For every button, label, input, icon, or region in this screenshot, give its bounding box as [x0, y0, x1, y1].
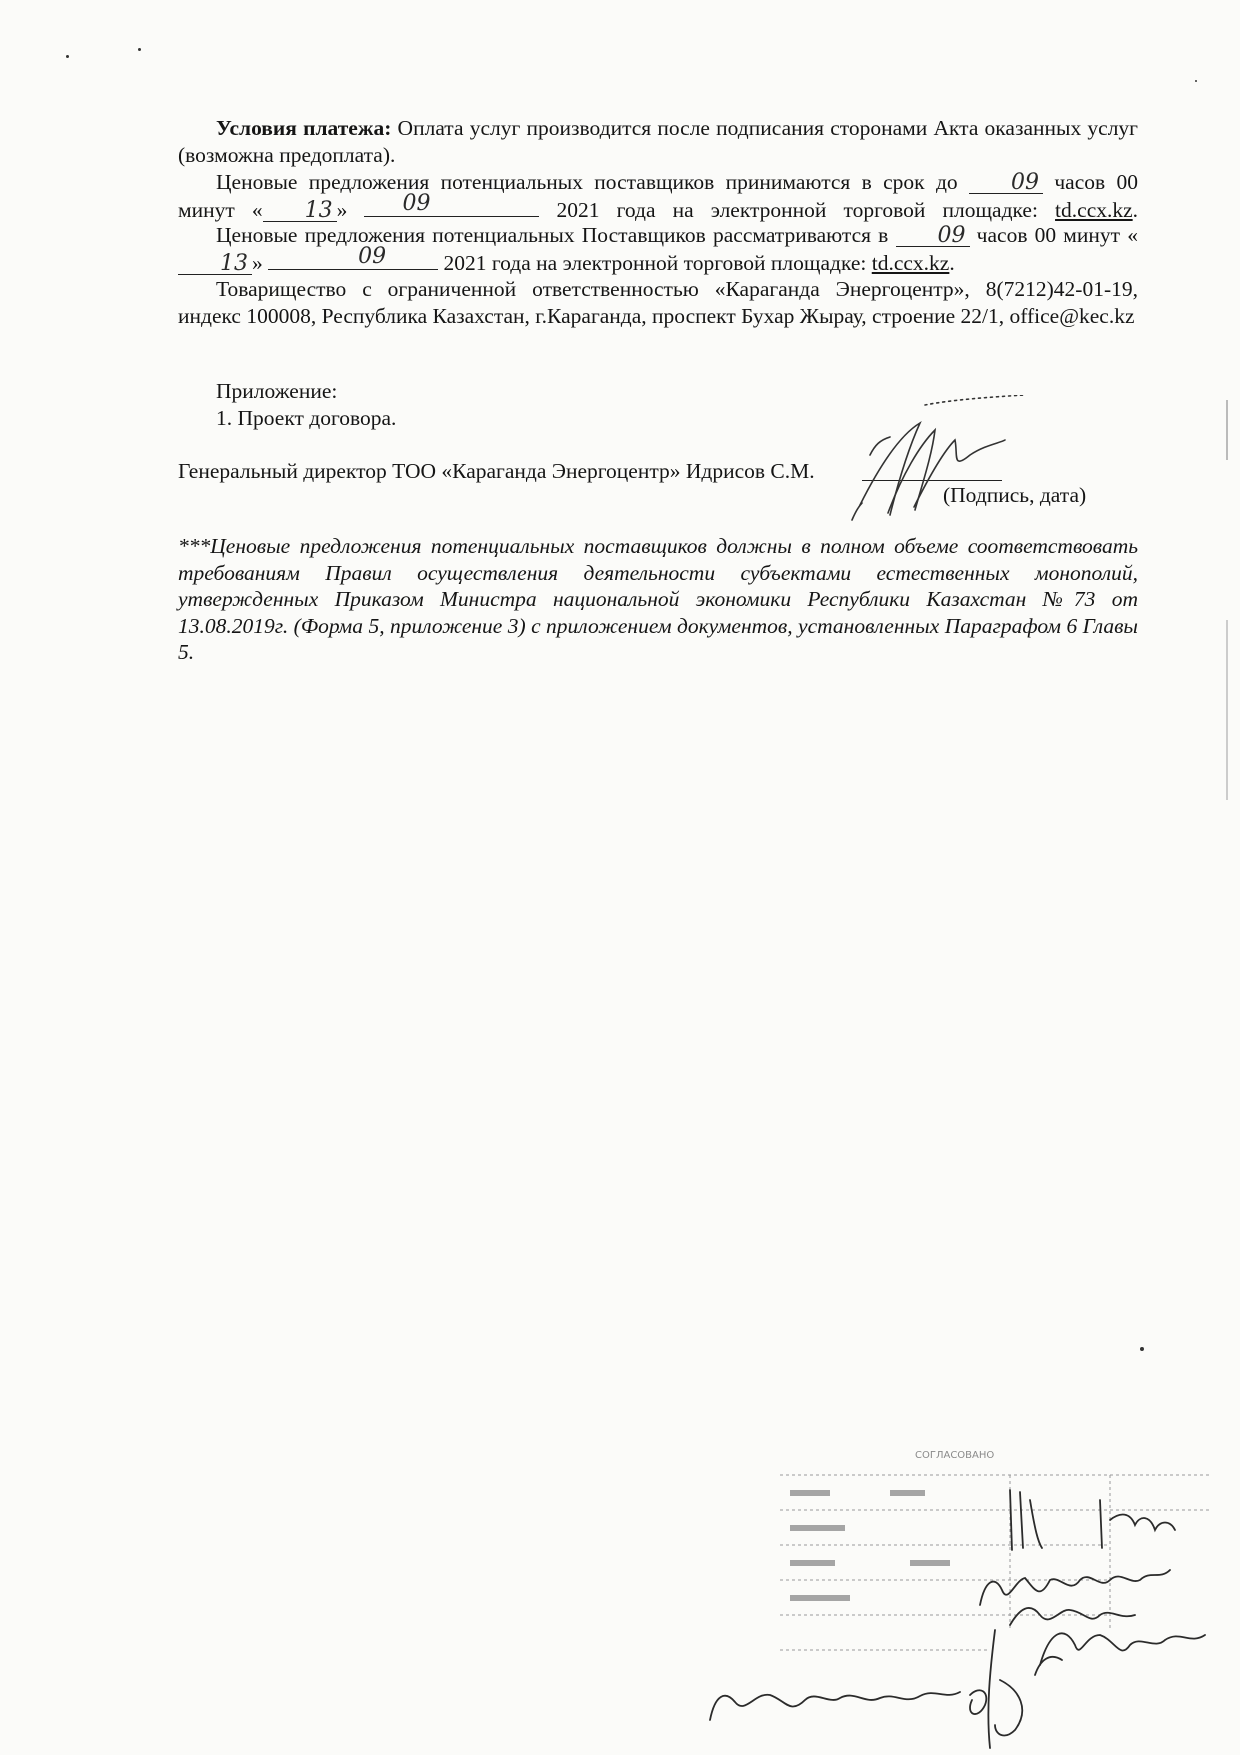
scan-speck [1195, 80, 1197, 82]
receipt-month-blank [364, 191, 539, 217]
review-day-handwritten: 13 [178, 254, 252, 275]
appendix-item: 1. Проект договора. [216, 406, 397, 430]
review-hour-handwritten: 09 [896, 226, 970, 247]
company-info: Товарищество с ограниченной ответственностью «Караганда Энергоцентр», 8(7212)42-01-19, индекс 100008, Республика Казахстан, г.Караганда, проспект Бухар Жырау, строение 22/1, office@kec.kz [178, 277, 1138, 328]
receipt-hour-handwritten: 09 [969, 173, 1043, 194]
approval-stamp-graphic [690, 1430, 1230, 1750]
approval-stamp-area [690, 1430, 1230, 1750]
receipt-text-5: . [1132, 198, 1139, 222]
review-text-1: Ценовые предложения потенциальных Поставщиков рассматриваются в [216, 223, 896, 247]
payment-text: Оплата услуг производится после подписания сторонами Акта оказанных услуг (возможна предоплата). [178, 116, 1139, 167]
review-text-4: 2021 года на электронной торговой площадке: [438, 251, 872, 275]
review-text-5: . [949, 251, 955, 275]
receipt-month-handwritten: 09 [402, 191, 431, 216]
signer-line: Генеральный директор ТОО «Караганда Энергоцентр» Идрисов С.М. [178, 459, 815, 483]
legal-note: ***Ценовые предложения потенциальных поставщиков должны в полном объеме соответствовать требованиям Правил осуществления деятельности субъектами естественных монополий, утвержденных Приказом Министра национальной экономики Республики Казахстан №73 от 13.08.2019г. (Форма 5, приложение 3) с приложением документов, установленных Параграфом 6 Главы 5. [178, 534, 1138, 664]
receipt-text-4: 2021 года на электронной торговой площадке: [539, 198, 1056, 222]
approval-handwriting-5 [690, 1430, 691, 1431]
receipt-text-1: Ценовые предложения потенциальных поставщиков принимаются в срок до [216, 170, 969, 194]
review-site-link[interactable]: td.ccx.kz [871, 251, 950, 275]
scan-speck [1226, 400, 1228, 460]
scan-speck [66, 55, 69, 58]
review-text-2: часов 00 минут « [969, 223, 1138, 247]
approval-stamp-title: СОГЛАСОВАНО [915, 1450, 995, 1461]
receipt-day-handwritten: 13 [263, 201, 337, 222]
scan-speck [1140, 1347, 1144, 1351]
review-paragraph [178, 222, 1138, 277]
receipt-site-link[interactable]: td.ccx.kz [1055, 198, 1133, 222]
scan-speck [138, 48, 141, 51]
receipt-paragraph [178, 169, 1138, 224]
review-month-handwritten: 09 [358, 244, 387, 269]
receipt-text-3: » [336, 198, 365, 222]
signature-caption: (Подпись, дата) [943, 483, 1087, 507]
appendix-heading: Приложение: [216, 379, 338, 403]
receipt-text-2: часов 00 минут « [178, 170, 1138, 222]
payment-terms [178, 115, 1138, 169]
scan-speck [1226, 620, 1228, 800]
director-signature [840, 395, 1030, 525]
payment-label: Условия платежа: [216, 116, 392, 140]
review-text-3: » [252, 251, 269, 275]
review-month-blank [268, 244, 438, 270]
